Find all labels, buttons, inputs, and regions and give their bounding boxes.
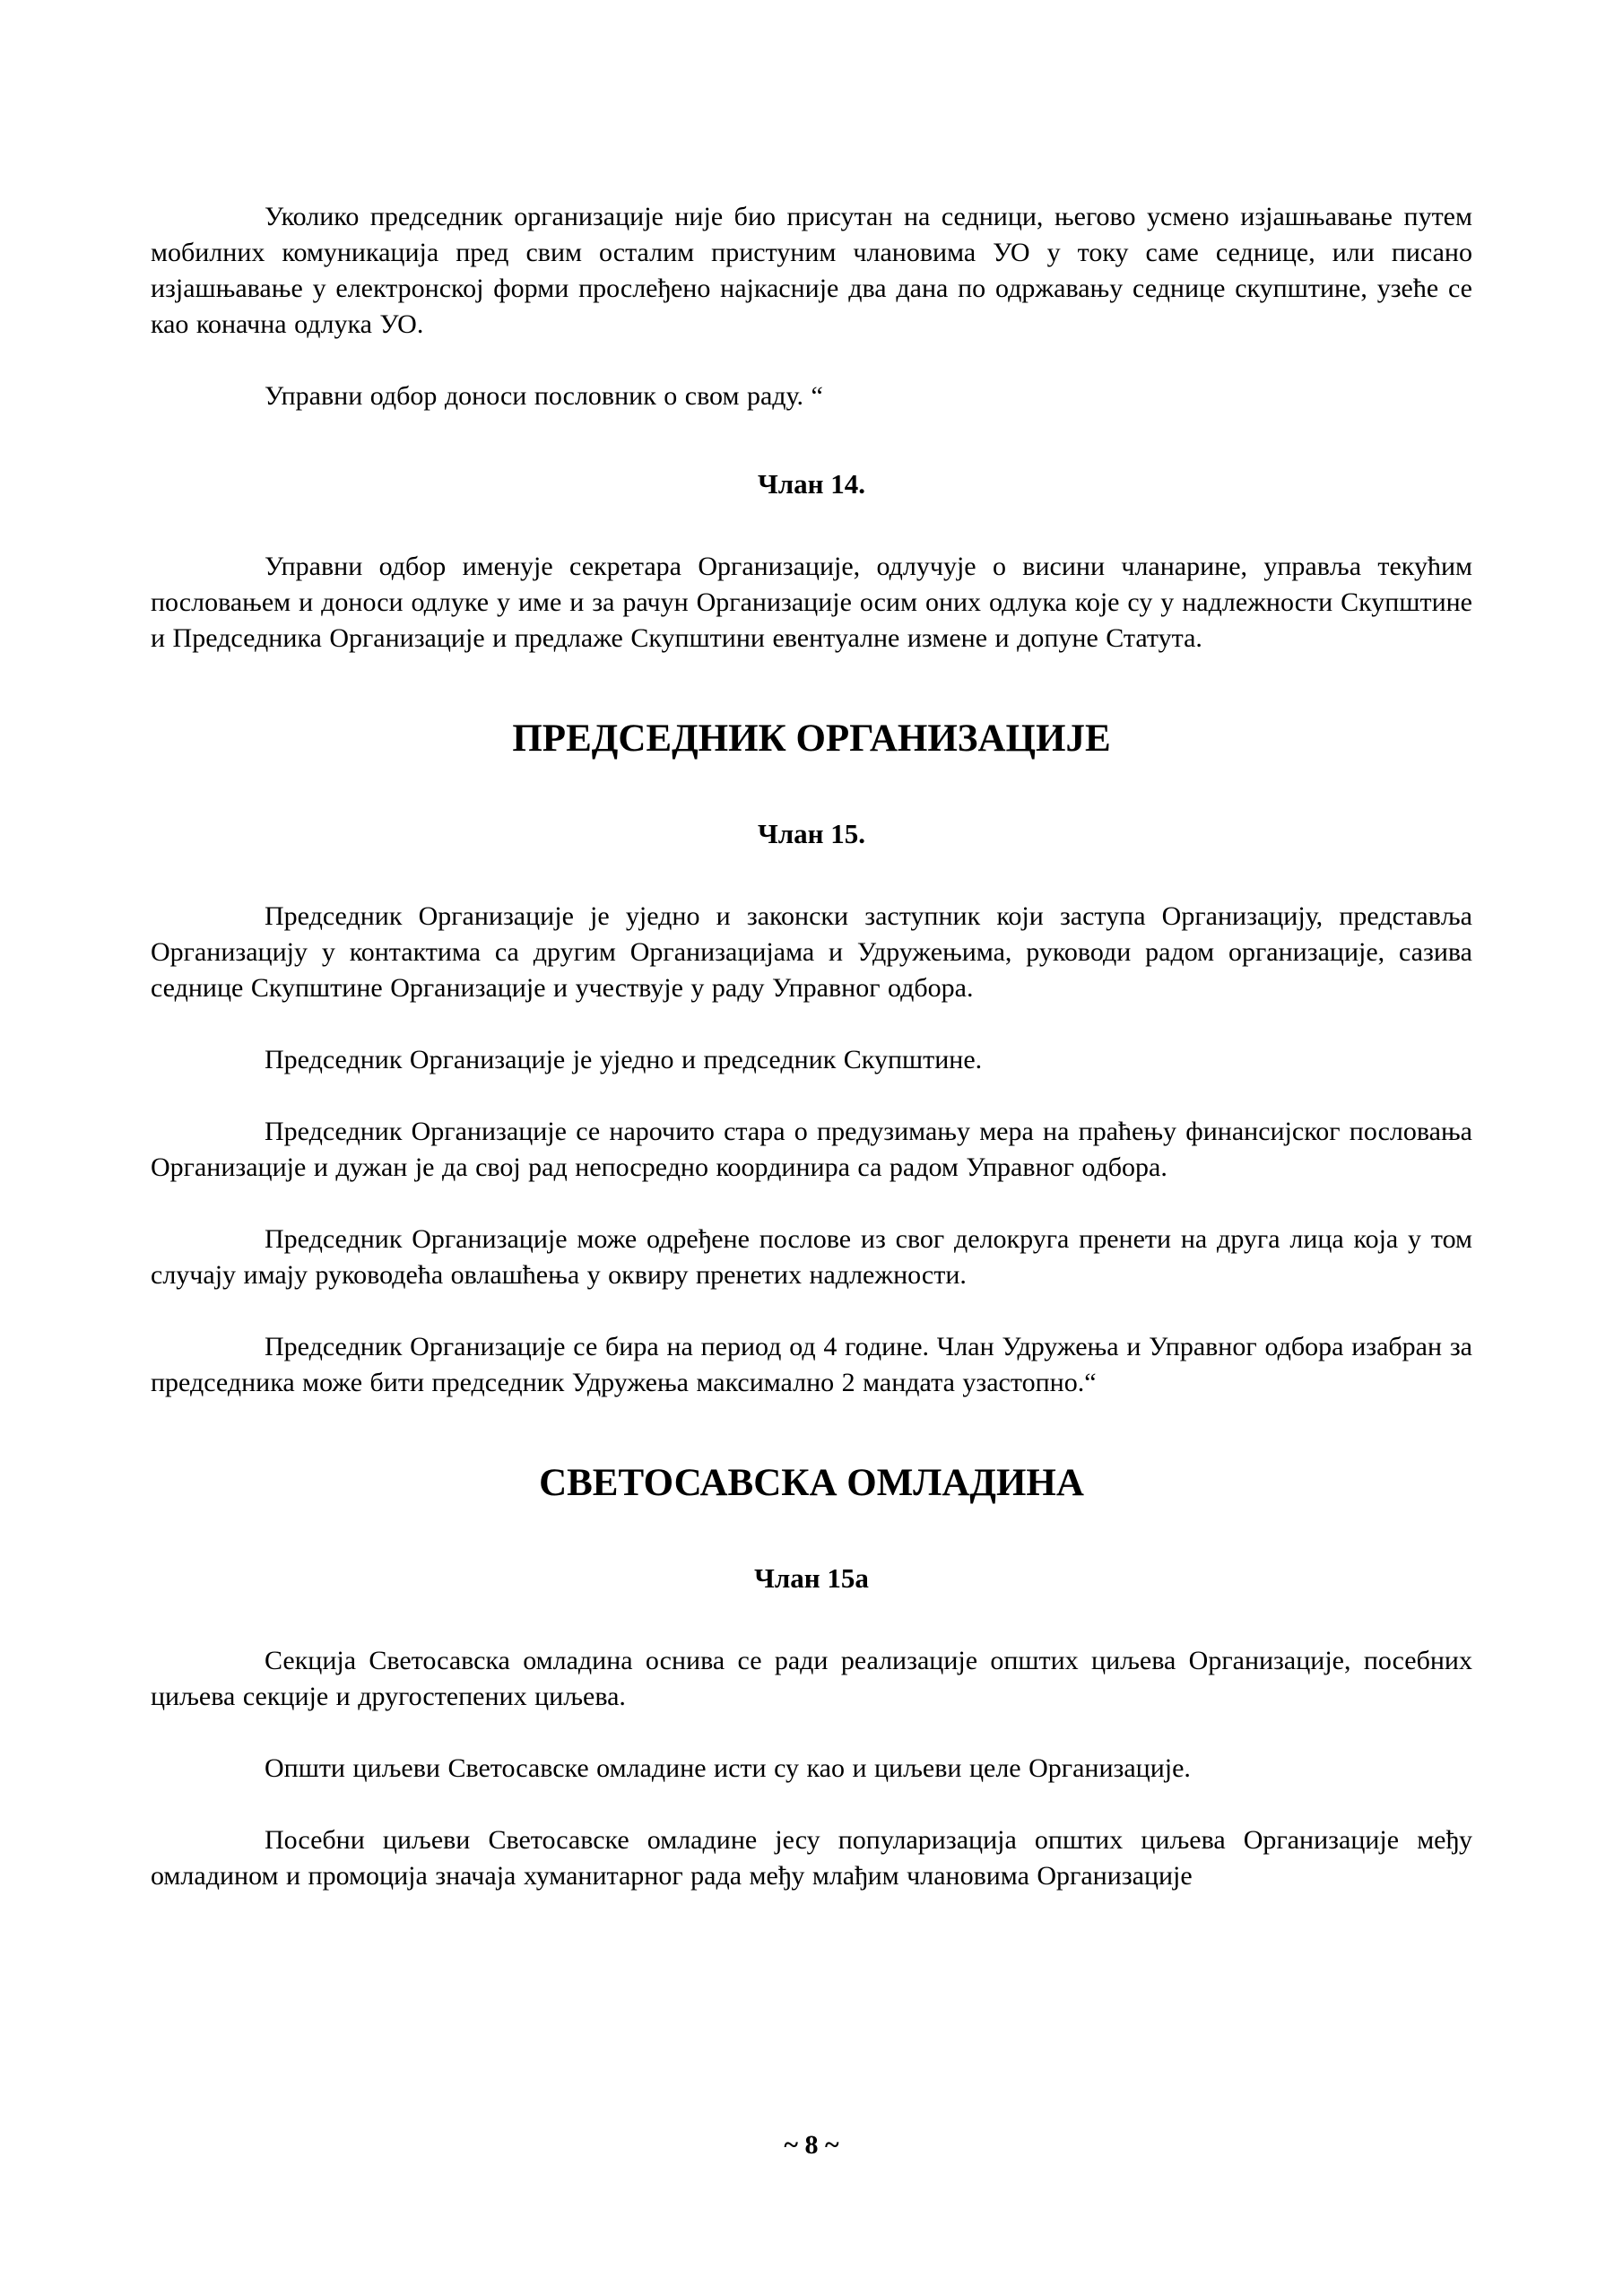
paragraph: Председник Организације је уједно и законски заступник који заступа Организацију, представља Организацију у контактима са другим Организацијама и Удружењима, руководи радом организације, сазива седнице Скупштине Организације и учествује у раду Управног одбора. bbox=[151, 901, 1472, 1003]
article-heading-clan-14: Члан 14. bbox=[757, 468, 865, 500]
article-heading-clan-15: Члан 15. bbox=[757, 818, 865, 849]
section-heading-svetosavska-omladina: СВЕТОСАВСКА ОМЛАДИНА bbox=[539, 1462, 1084, 1504]
paragraph: Управни одбор именује секретара Организације, одлучује о висини чланарине, управља текућим пословањем и доноси одлуке у име и за рачун Организације осим оних одлука које су у надлежности Скупштине и Председника Организације и предлаже Скупштини евентуалне измене и допуне Статута. bbox=[151, 552, 1472, 653]
paragraph: Председник Организације може одређене послове из свог делокруга пренети на друга лица која у том случају имају руководећа овлашћења у оквиру пренетих надлежности. bbox=[151, 1224, 1472, 1290]
paragraph: Председник Организације је уједно и председник Скупштине. bbox=[265, 1045, 983, 1074]
article-heading-clan-15a: Члан 15а bbox=[754, 1562, 869, 1594]
paragraph: Уколико председник организације није био присутан на седници, његово усмено изјашњавање путем мобилних комуникација пред свим осталим пристуним члановима УО у току саме седнице, или писано изјашњавање у електронској форми прослеђено најкасније два дана по одржавању седнице скупштине, узеће се као коначна одлука УО. bbox=[151, 202, 1472, 339]
paragraph: Председник Организације се нарочито стара о предузимању мера на праћењу финансијског пословања Организације и дужан је да свој рад непосредно координира са радом Управног одбора. bbox=[151, 1117, 1472, 1182]
page-number: ~ 8 ~ bbox=[784, 2130, 839, 2160]
paragraph: Секција Светосавска омладина оснива се ради реализације општих циљева Организације, посебних циљева секције и другостепених циљева. bbox=[151, 1646, 1472, 1711]
section-heading-predsednik-organizacije: ПРЕДСЕДНИК ОРГАНИЗАЦИЈЕ bbox=[512, 718, 1111, 760]
paragraph: Управни одбор доноси пословник о свом раду. “ bbox=[265, 381, 823, 411]
paragraph: Председник Организације се бира на период од 4 године. Члан Удружења и Управног одбора изабран за председника може бити председник Удружења максимално 2 мандата узастопно.“ bbox=[151, 1332, 1472, 1397]
paragraph: Посебни циљеви Светосавске омладине јесу популаризација општих циљева Организације међу омладином и промоција значаја хуманитарног рада међу млађим члановима Организације bbox=[151, 1825, 1472, 1891]
paragraph: Општи циљеви Светосавске омладине исти су као и циљеви целе Организације. bbox=[265, 1753, 1191, 1783]
